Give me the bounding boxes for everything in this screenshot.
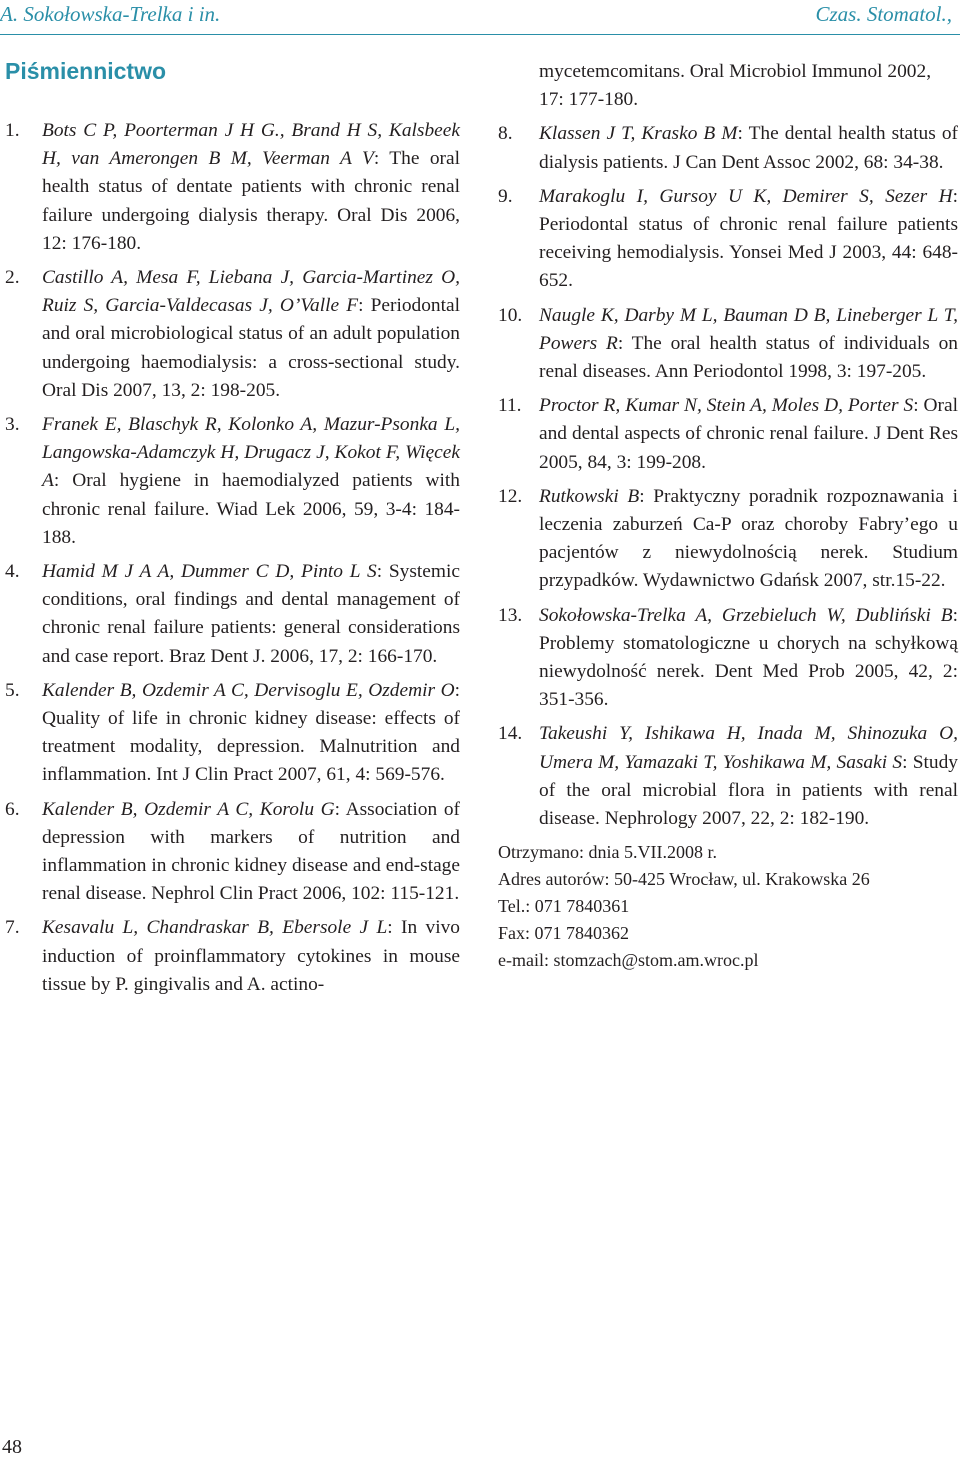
reference-number: 13. (498, 604, 523, 626)
reference-item (498, 720, 958, 833)
reference-text: : Quality of life in chronic kidney disease: effects of treatment modality, depression. Malnutrition and inflammation. Int J Clin Pract 2007, 61, 4: 569-576. (42, 679, 460, 786)
reference-authors: Bots C P, Poorterman J H G., Brand H S, Kalsbeek H, van Amerongen B M, Veerman A V (42, 120, 460, 170)
reference-authors: Klassen J T, Krasko B M (539, 123, 738, 145)
reference-authors: Hamid M J A A, Dummer C D, Pinto L S (42, 561, 377, 583)
reference-text: : Praktyczny poradnik rozpoznawania i leczenia zaburzeń Ca-P oraz choroby Fabry’ego u pacjentów z niewydolnością nerek. Studium przypadków. Wydawnictwo Gdańsk 2007, str.15-22. (539, 485, 958, 592)
reference-item (498, 302, 958, 387)
received-date: Otrzymano: dnia 5.VII.2008 r. (498, 842, 717, 863)
reference-text: : Oral and dental aspects of chronic renal failure. J Dent Res 2005, 84, 3: 199-208. (539, 395, 958, 473)
references-right-column (498, 58, 958, 974)
reference-item (5, 264, 460, 405)
header-divider (0, 34, 960, 35)
reference-item (5, 117, 460, 258)
reference-authors: Rutkowski B (539, 485, 640, 507)
reference-text: : Problemy stomatologiczne u chorych na schyłkową niewydolność nerek. Dent Med Prob 2005, 42, 2: 351-356. (539, 604, 958, 711)
reference-item (498, 392, 958, 477)
page-number: 48 (2, 1436, 22, 1458)
reference-authors: Kalender B, Ozdemir A C, Korolu G (42, 798, 335, 820)
reference-item (5, 914, 460, 999)
reference-text: : The oral health status of dentate patients with chronic renal failure undergoing dialysis therapy. Oral Dis 2006, 12: 176-180. (42, 148, 461, 254)
reference-authors: Sokołowska-Trelka A, Grzebieluch W, Dubliński B (539, 604, 953, 626)
reference-text: : The dental health status of dialysis patients. J Can Dent Assoc 2002, 68: 34-38. (539, 123, 958, 173)
reference-authors: Castillo A, Mesa F, Liebana J, Garcia-Martinez O, Ruiz S, Garcia-Valdecasas J, O’Valle F (42, 267, 460, 317)
article-info (498, 839, 958, 974)
reference-number: 11. (498, 395, 522, 417)
reference-item (5, 677, 460, 790)
reference-number: 5. (5, 679, 20, 701)
reference-authors: Kesavalu L, Chandraskar B, Ebersole J L (42, 917, 388, 939)
reference-item (498, 483, 958, 596)
reference-authors: Marakoglu I, Gursoy U K, Demirer S, Sezer H (539, 185, 953, 207)
section-title: Piśmiennictwo (5, 58, 167, 84)
reference-authors: Proctor R, Kumar N, Stein A, Moles D, Porter S (539, 395, 914, 417)
reference-item (5, 796, 460, 909)
reference-text: : In vivo induction of proinflammatory cytokines in mouse tissue by P. gingivalis and A. actino- (42, 917, 460, 995)
reference-number: 2. (5, 267, 20, 289)
reference-number: 6. (5, 798, 20, 820)
reference-continuation: mycetemcomitans. Oral Microbiol Immunol 2002, 17: 177-180. (539, 61, 932, 111)
reference-item (498, 120, 958, 176)
reference-text: : Periodontal and oral microbiological status of an adult population undergoing haemodialysis: a cross-sectional study. Oral Dis 2007, 13, 2: 198-205. (42, 295, 460, 401)
reference-authors: Takeushi Y, Ishikawa H, Inada M, Shinozuka O, Umera M, Yamazaki T, Yoshikawa M, Sasaki S (539, 723, 958, 773)
running-header-journal: Czas. Stomatol., (815, 2, 952, 26)
reference-number: 9. (498, 185, 513, 207)
reference-item (5, 558, 460, 671)
reference-number: 1. (5, 120, 20, 141)
reference-number: 12. (498, 485, 523, 507)
reference-number: 7. (5, 917, 20, 939)
reference-number: 4. (5, 561, 20, 583)
reference-text: : Study of the oral microbial flora in patients with renal disease. Nephrology 2007, 22, 2: 182-190. (539, 751, 958, 830)
reference-authors: Franek E, Blaschyk R, Kolonko A, Mazur-Psonka L, Langowska-Adamczyk H, Drugacz J, Kokot F, Więcek A (42, 414, 460, 492)
authors-address: Adres autorów: 50-425 Wrocław, ul. Krakowska 26 (498, 869, 870, 890)
reference-text: : Oral hygiene in haemodialyzed patients with chronic renal failure. Wiad Lek 2006, 59, 3-4: 184-188. (42, 470, 460, 548)
reference-number: 8. (498, 123, 513, 145)
reference-text: : Association of depression with markers of nutrition and inflammation in chronic kidney disease and end-stage renal disease. Nephrol Clin Pract 2006, 102: 115-121. (42, 798, 460, 905)
reference-number: 10. (498, 304, 523, 326)
reference-authors: Naugle K, Darby M L, Bauman D B, Lineberger L T, Powers R (539, 304, 958, 354)
reference-authors: Kalender B, Ozdemir A C, Dervisoglu E, Ozdemir O (42, 679, 455, 701)
running-header-authors: A. Sokołowska-Trelka i in. (0, 2, 221, 26)
reference-item (498, 602, 958, 715)
reference-item (5, 411, 460, 552)
reference-number: 14. (498, 723, 523, 745)
reference-text: : Periodontal status of chronic renal failure patients receiving hemodialysis. Yonsei Med J 2003, 44: 648-652. (539, 185, 958, 292)
email: e-mail: stomzach@stom.am.wroc.pl (498, 950, 759, 971)
reference-number: 3. (5, 414, 20, 436)
reference-text: : Systemic conditions, oral findings and dental management of chronic renal failure patients: general considerations and case report. Braz Dent J. 2006, 17, 2: 166-170. (42, 561, 460, 667)
telephone: Tel.: 071 7840361 (498, 896, 630, 917)
reference-text: : The oral health status of individuals on renal diseases. Ann Periodontol 1998, 3: 197-205. (539, 332, 958, 383)
reference-item (498, 183, 958, 296)
references-left-column (5, 117, 460, 1005)
fax: Fax: 071 7840362 (498, 923, 630, 944)
